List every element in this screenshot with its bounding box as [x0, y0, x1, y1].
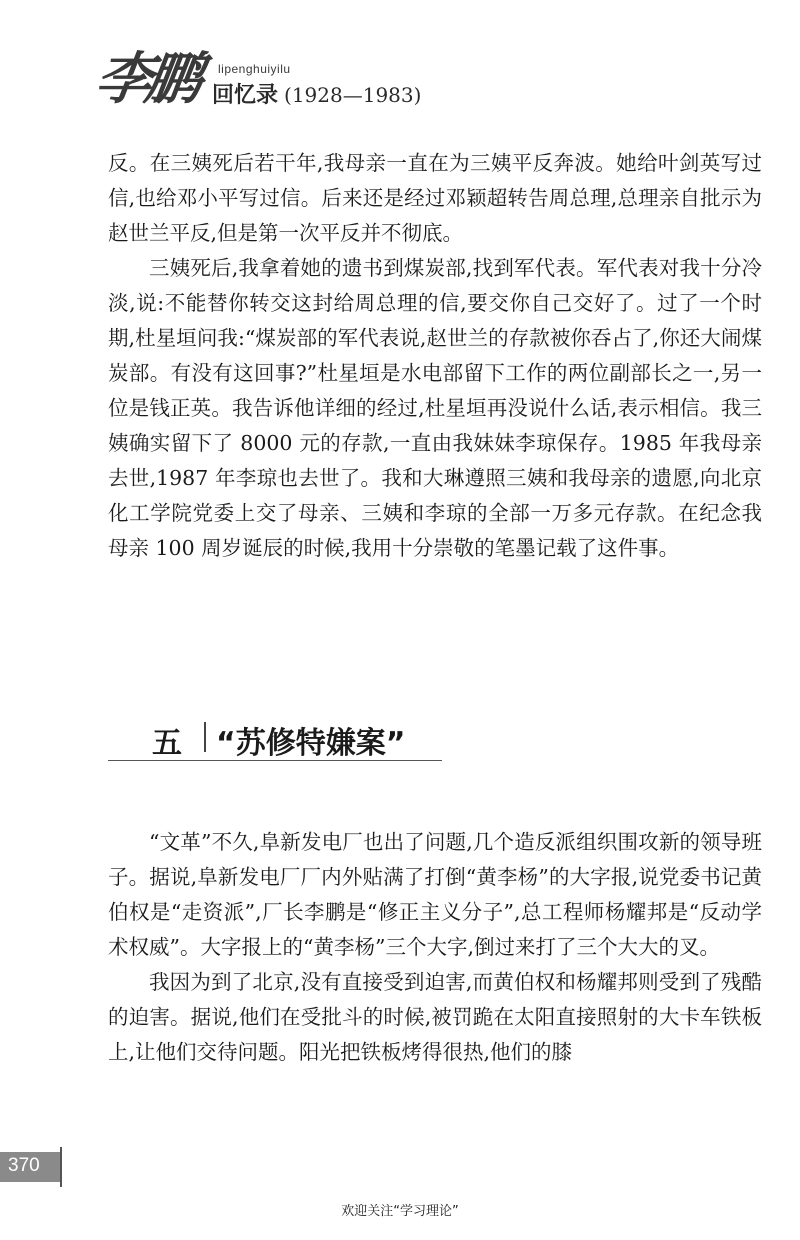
section-divider [204, 722, 206, 752]
body-text-top [108, 146, 762, 566]
paragraph: 我因为到了北京,没有直接受到迫害,而黄伯权和杨耀邦则受到了残酷的迫害。据说,他们在受批斗的时候,被罚跪在太阳直接照射的大卡车铁板上,让他们交待问题。阳光把铁板烤得很热,他们的膝 [108, 970, 762, 1064]
header-title [212, 78, 421, 109]
page-number-tab [0, 1152, 60, 1182]
header-pinyin: lipenghuiyilu [218, 62, 291, 76]
paragraph: 反。在三姨死后若干年,我母亲一直在为三姨平反奔波。她给叶剑英写过信,也给邓小平写过信。后来还是经过邓颖超转告周总理,总理亲自批示为赵世兰平反,但是第一次平反并不彻底。 [108, 151, 762, 245]
section-heading [108, 712, 442, 761]
section-number: 五 [152, 726, 182, 761]
page-number-rule [60, 1147, 62, 1187]
watermark-caption: 欢迎关注“学习理论” [341, 1204, 459, 1219]
running-header [91, 44, 456, 124]
header-title-text: 回忆录 [212, 82, 279, 108]
paragraph: 三姨死后,我拿着她的遗书到煤炭部,找到军代表。军代表对我十分冷淡,说:不能替你转交这封给周总理的信,要交你自己交好了。过了一个时期,杜星垣问我:“煤炭部的军代表说,赵世兰的存款被你吞占了,你还大闹煤炭部。有没有这回事?”杜星垣是水电部留下工作的两位副部长之一,另一位是钱正英。我告诉他详细的经过,杜星垣再没说什么话,表示相信。我三姨确实留下了 8000 元的存款,一直由我妹妹李琼保存。1985 年我母亲去世,1987 年李琼也去世了。我和大琳遵照三姨和我母亲的遗愿,向北京化工学院党委上交了母亲、三姨和李琼的全部一万多元存款。在纪念我母亲 100 周岁诞辰的时候,我用十分崇敬的笔墨记载了这件事。 [108, 256, 762, 560]
paragraph: “文革”不久,阜新发电厂也出了问题,几个造反派组织围攻新的领导班子。据说,阜新发电厂厂内外贴满了打倒“黄李杨”的大字报,说党委书记黄伯权是“走资派”,厂长李鹏是“修正主义分子”,总工程师杨耀邦是“反动学术权威”。大字报上的“黄李杨”三个大字,倒过来打了三个大大的叉。 [108, 830, 762, 959]
body-text-bottom [108, 825, 762, 1070]
calligraphy-logo: 李鹏 [91, 46, 201, 112]
page-number: 370 [8, 1155, 40, 1176]
header-years: (1928—1983) [284, 83, 422, 107]
section-title: “苏修特嫌案” [216, 726, 406, 761]
